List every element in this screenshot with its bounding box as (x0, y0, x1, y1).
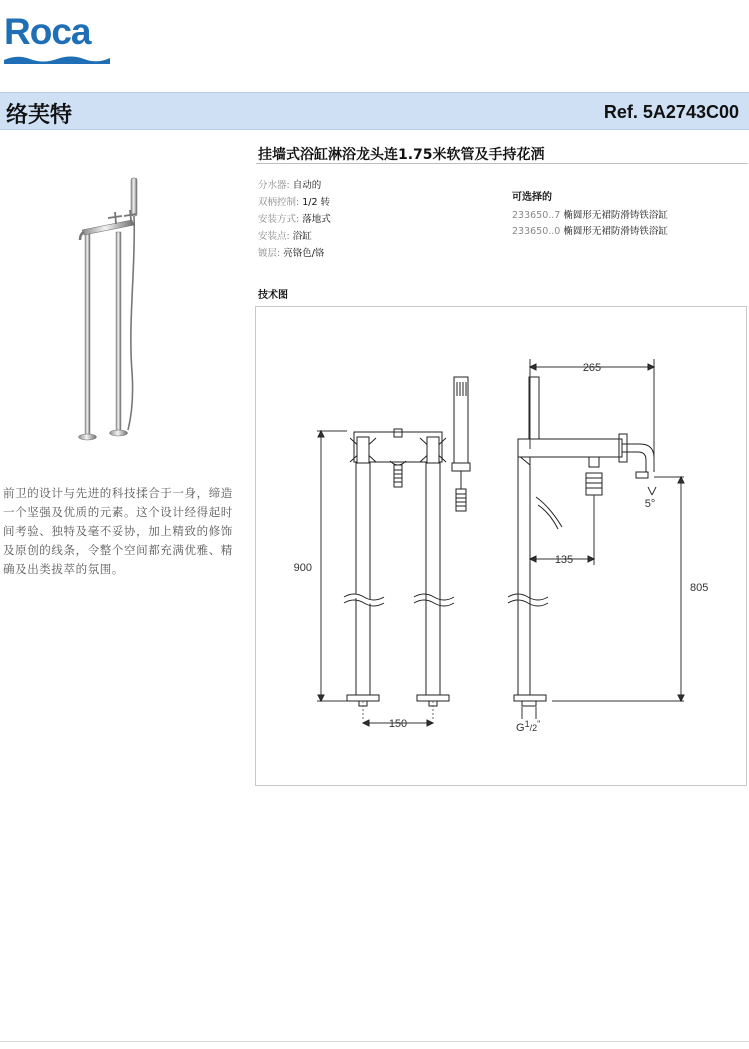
technical-drawing-svg (256, 307, 746, 785)
spec-row (258, 177, 331, 194)
dim-150: 150 (388, 718, 408, 730)
product-description: 前卫的设计与先进的科技揉合于一身，缔造一个坚强及优质的元素。这个设计经得起时间考验、独特及毫不妥协，加上精致的修饰及原创的线条，令整个空间都充满优雅、精确及出类拔萃的氛围。 (3, 486, 233, 576)
spec-row (258, 194, 331, 211)
spec-label: 镀层: (258, 248, 281, 259)
option-item (512, 208, 668, 224)
spec-value: 浴缸 (292, 231, 312, 242)
product-photo (72, 172, 152, 444)
spec-row (258, 211, 331, 228)
spec-label: 双柄控制: (258, 197, 300, 208)
spec-row (258, 228, 331, 245)
spec-value: 自动的 (292, 180, 322, 191)
spec-row (258, 245, 331, 262)
product-title: 挂墙式浴缸淋浴龙头连1.75米软管及手持花洒 (258, 147, 545, 163)
option-code: 233650..0 (512, 226, 561, 237)
dim-angle: 5° (644, 498, 656, 510)
title-divider (256, 163, 748, 164)
roca-logo (4, 12, 114, 64)
spec-label: 分水器: (258, 180, 290, 191)
dim-thread: $G^1_{/2}^"$ (516, 719, 541, 734)
option-text: 椭圆形无裙防滑铸铁浴缸 (563, 210, 668, 221)
logo-wave-icon (4, 54, 110, 64)
option-code: 233650..7 (512, 210, 561, 221)
dim-265: 265 (582, 362, 602, 374)
spec-list (258, 177, 331, 262)
product-ref: Ref. 5A2743C00 (603, 102, 739, 122)
options-list (512, 188, 668, 240)
options-title: 可选择的 (512, 192, 552, 203)
option-item (512, 224, 668, 240)
spec-value: 落地式 (302, 214, 331, 225)
header-banner (0, 92, 749, 130)
spec-label: 安装方式: (258, 214, 300, 225)
dim-805: 805 (690, 582, 709, 594)
brand-name: Roca (4, 11, 91, 52)
series-name: 络芙特 (6, 103, 73, 128)
dim-900: 900 (293, 562, 312, 574)
footer-divider (0, 1041, 749, 1042)
dim-135: 135 (554, 554, 574, 566)
drawing-title: 技术图 (258, 290, 288, 301)
spec-value: 1/2 转 (302, 197, 331, 208)
spec-value: 亮铬色/铬 (283, 248, 325, 259)
option-text: 椭圆形无裙防滑铸铁浴缸 (563, 226, 668, 237)
spec-label: 安装点: (258, 231, 290, 242)
technical-drawing (255, 306, 747, 786)
